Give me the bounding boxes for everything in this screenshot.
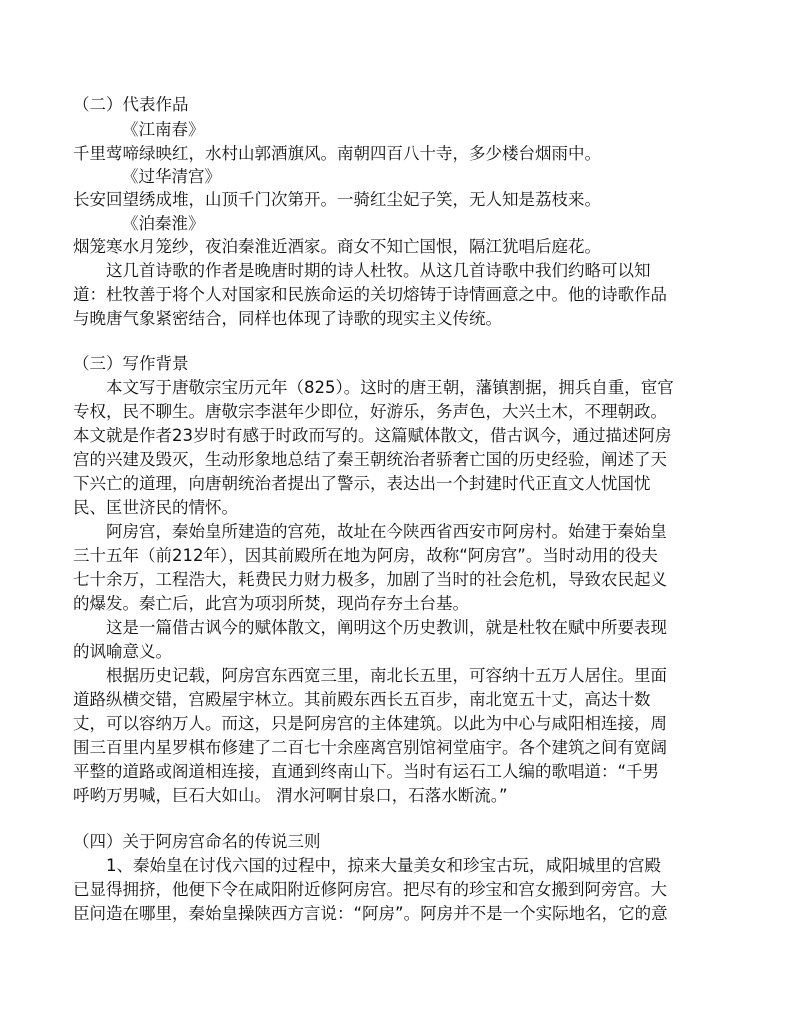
paragraph-line: 这几首诗歌的作者是晚唐时期的诗人杜牧。从这几首诗歌中我们约略可以知 — [106, 261, 651, 280]
paragraph-line: 臣问造在哪里，秦始皇操陕西方言说：“阿房”。阿房并不是一个实际地名，它的意 — [73, 904, 668, 923]
paragraph-line: 道路纵横交错，宫殿屋宇林立。其前殿东西长五百步，南北宽五十丈，高达十数 — [73, 690, 651, 709]
paragraph-line: 民、匡世济民的情怀。 — [73, 498, 238, 517]
paragraph-line: 本文就是作者23岁时有感于时政而写的。这篇赋体散文，借古讽今，通过描述阿房 — [73, 426, 672, 445]
paragraph-line: 根据历史记载，阿房宫东西宽三里，南北长五里，可容纳十五万人居住。里面 — [106, 666, 667, 685]
paragraph-line: 七十余万，工程浩大，耗费民力财力极多，加剧了当时的社会危机，导致农民起义 — [73, 570, 667, 589]
paragraph-line: 这是一篇借古讽今的赋体散文，阐明这个历史教训，就是杜牧在赋中所要表现 — [106, 618, 667, 637]
section-heading-works: （二）代表作品 — [73, 95, 189, 114]
paragraph-line: 宫的兴建及毁灭，生动形象地总结了秦王朝统治者骄奢亡国的历史经验，阐述了天 — [73, 450, 667, 469]
paragraph-line: 的讽喻意义。 — [73, 642, 172, 661]
paragraph-line: 的爆发。秦亡后，此宫为项羽所焚，现尚存夯土台基。 — [73, 594, 469, 613]
paragraph-line: 下兴亡的道理，向唐朝统治者提出了警示，表达出一个封建时代正直文人忧国忧 — [73, 474, 651, 493]
section-heading-legends: （四）关于阿房宫命名的传说三则 — [73, 832, 321, 851]
poem-text: 长安回望绣成堆，山顶千门次第开。一骑红尘妃子笑，无人知是荔枝来。 — [73, 190, 601, 209]
paragraph-line: 与晚唐气象紧密结合，同样也体现了诗歌的现实主义传统。 — [73, 309, 502, 328]
poem-title: 《泊秦淮》 — [122, 214, 205, 233]
poem-text: 千里莺啼绿映红，水村山郭酒旗风。南朝四百八十寺，多少楼台烟雨中。 — [73, 144, 601, 163]
paragraph-line: 平整的道路或阁道相连接，直通到终南山下。当时有运石工人编的歌唱道：“千男 — [73, 762, 660, 781]
paragraph-line: 专权，民不聊生。唐敬宗李湛年少即位，好游乐，务声色，大兴土木，不理朝政。 — [73, 402, 667, 421]
paragraph-line: 1、秦始皇在讨伐六国的过程中，掠来大量美女和珍宝古玩，咸阳城里的宫殿 — [106, 856, 661, 875]
paragraph-line: 三十五年（前212年），因其前殿所在地为阿房，故称“阿房宫”。当时动用的役夫 — [73, 546, 658, 565]
paragraph-line: 呼哟万男喊，巨石大如山。 渭水河啊甘泉口，石落水断流。” — [73, 786, 508, 805]
section-heading-background: （三）写作背景 — [73, 354, 189, 373]
paragraph-line: 阿房宫，秦始皇所建造的宫苑，故址在今陕西省西安市阿房村。始建于秦始皇 — [106, 522, 667, 541]
paragraph-line: 丈，可以容纳万人。而这，只是阿房宫的主体建筑。以此为中心与咸阳相连接，周 — [73, 714, 667, 733]
poem-text: 烟笼寒水月笼纱，夜泊秦淮近酒家。商女不知亡国恨，隔江犹唱后庭花。 — [73, 237, 601, 256]
paragraph-line: 本文写于唐敬宗宝历元年（825）。这时的唐王朝，藩镇割据，拥兵自重，宦官 — [106, 378, 674, 397]
paragraph-line: 道：杜牧善于将个人对国家和民族命运的关切熔铸于诗情画意之中。他的诗歌作品 — [73, 285, 667, 304]
poem-title: 《过华清宫》 — [122, 167, 221, 186]
paragraph-line: 已显得拥挤，他便下令在咸阳附近修阿房宫。把尽有的珍宝和宫女搬到阿旁宫。大 — [73, 880, 667, 899]
poem-title: 《江南春》 — [122, 120, 205, 139]
paragraph-line: 围三百里内星罗棋布修建了二百七十余座离宫别馆祠堂庙宇。各个建筑之间有宽阔 — [73, 738, 667, 757]
